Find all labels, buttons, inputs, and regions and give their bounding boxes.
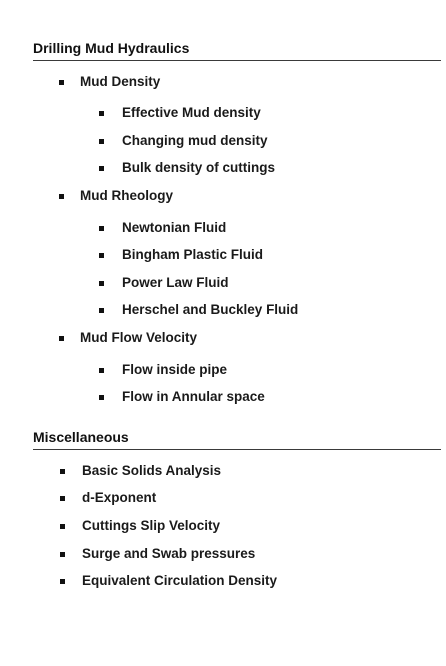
bullet-icon xyxy=(99,166,104,171)
list-item-mud-flow-velocity[interactable]: Mud Flow Velocity xyxy=(80,330,198,345)
bullet-icon xyxy=(60,524,65,529)
bullet-icon xyxy=(60,579,65,584)
list-item-basic-solids-analysis[interactable]: Basic Solids Analysis xyxy=(82,463,222,478)
list-item-mud-density[interactable]: Mud Density xyxy=(80,74,161,89)
bullet-icon xyxy=(60,469,65,474)
list-item-bingham-plastic-fluid[interactable]: Bingham Plastic Fluid xyxy=(122,247,264,262)
list-item-herschel-and-buckley-fluid[interactable]: Herschel and Buckley Fluid xyxy=(122,302,299,317)
bullet-icon xyxy=(99,281,104,286)
list-item-cuttings-slip-velocity[interactable]: Cuttings Slip Velocity xyxy=(82,518,221,533)
bullet-icon xyxy=(99,368,104,373)
list-item-equivalent-circulation-density[interactable]: Equivalent Circulation Density xyxy=(82,573,278,588)
section-title-miscellaneous: Miscellaneous xyxy=(33,429,129,445)
list-item-power-law-fluid[interactable]: Power Law Fluid xyxy=(122,275,229,290)
bullet-icon xyxy=(99,226,104,231)
list-item-mud-rheology[interactable]: Mud Rheology xyxy=(80,188,173,203)
list-item-effective-mud-density[interactable]: Effective Mud density xyxy=(122,105,261,120)
list-item-flow-inside-pipe[interactable]: Flow inside pipe xyxy=(122,362,228,377)
bullet-icon xyxy=(59,336,64,341)
list-item-changing-mud-density[interactable]: Changing mud density xyxy=(122,133,268,148)
bullet-icon xyxy=(99,395,104,400)
bullet-icon xyxy=(99,139,104,144)
list-item-bulk-density-of-cuttings[interactable]: Bulk density of cuttings xyxy=(122,160,276,175)
list-item-d-exponent[interactable]: d-Exponent xyxy=(82,490,157,505)
list-item-newtonian-fluid[interactable]: Newtonian Fluid xyxy=(122,220,227,235)
bullet-icon xyxy=(60,496,65,501)
bullet-icon xyxy=(99,111,104,116)
list-item-surge-and-swab-pressures[interactable]: Surge and Swab pressures xyxy=(82,546,256,561)
section-divider xyxy=(33,449,441,450)
section-title-drilling-mud-hydraulics: Drilling Mud Hydraulics xyxy=(33,40,190,56)
list-item-flow-in-annular-space[interactable]: Flow in Annular space xyxy=(122,389,265,404)
bullet-icon xyxy=(59,80,64,85)
bullet-icon xyxy=(59,194,64,199)
bullet-icon xyxy=(60,552,65,557)
section-divider xyxy=(33,60,441,61)
bullet-icon xyxy=(99,308,104,313)
bullet-icon xyxy=(99,253,104,258)
